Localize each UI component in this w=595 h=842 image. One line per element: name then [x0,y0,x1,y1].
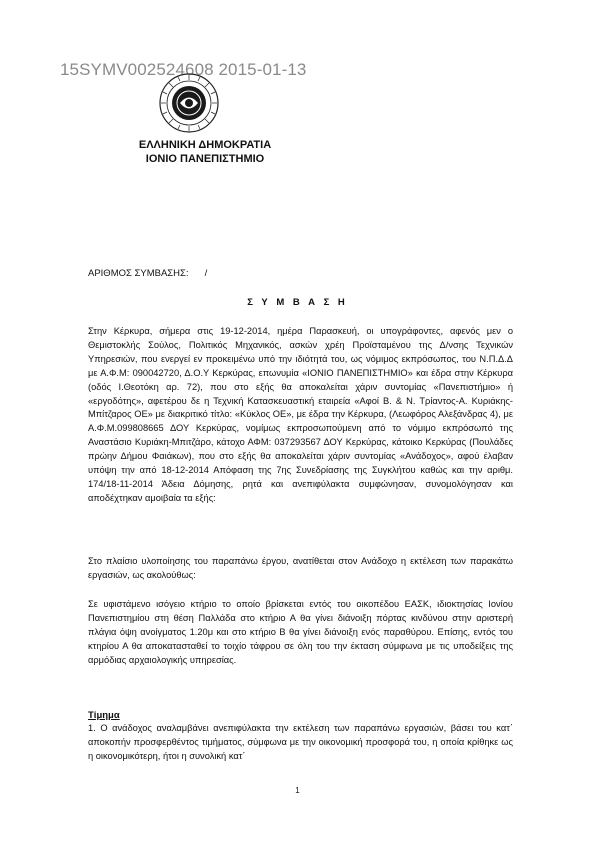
letterhead-country: ΕΛΛΗΝΙΚΗ ΔΗΜΟΚΡΑΤΙΑ [138,139,272,151]
contract-number-value: / [204,268,208,279]
contract-number-label: ΑΡΙΘΜΟΣ ΣΥΜΒΑΣΗΣ: [88,268,189,279]
paragraph-price: 1. Ο ανάδοχος αναλαμβάνει ανεπιφύλακτα την εκτέλεση των παραπάνω εργασιών, βάσει του κατ΄ αποκοπήν προσφερθέντος τιμήματος, σύμφωνα με την οικονομική προσφορά του, η οποία κρίθηκε ως η οικονομικότερη, ήτοι η συνολική κατ΄ [88,723,513,761]
paragraph-works: Σε υφιστάμενο ισόγειο κτήριο το οποίο βρίσκεται εντός του οικοπέδου ΕΑΣΚ, ιδιοκτησίας Ιονίου Πανεπιστημίου στη θέση Παλλάδα στο κτήριο Α θα γίνει διάνοιξη πόρτας κινδύνου στην αριστερή πλάγια όψη ανοίγματος 1.20μ και στο κτήριο Β θα γίνει διάνοιξη ενός παραθύρου. Επίσης, εντός του κτηρίου Α θα αποκατασταθεί το τοιχίο τάφρου σε όλη του την έκταση σύμφωνα με τις υποδείξεις της αρμόδιας αρχαιολογικής υπηρεσίας. [88,599,513,665]
letterhead [120,138,290,166]
price-heading: Τίμημα [88,710,120,721]
page-number: 1 [295,786,300,795]
letterhead-university: ΙΟΝΙΟ ΠΑΝΕΠΙΣΤΗΜΙΟ [145,153,265,165]
document-title: Σ Υ Μ Β Α Σ Η [247,297,348,308]
university-seal-icon [158,72,220,134]
document-id: 15SYMV002524608 2015-01-13 [60,60,307,79]
contract-number [88,268,207,279]
paragraph-intro: Στην Κέρκυρα, σήμερα στις 19-12-2014, ημέρα Παρασκευή, οι υπογράφοντες, αφενός μεν ο Θεμιστοκλής Σούλος, Πολιτικός Μηχανικός, ασκών χρέη Προϊσταμένου της Δ/νσης Τεχνικών Υπηρεσιών, που ενεργεί εν προκειμένω υπό την ιδιότητά του, ως νόμιμος εκπρόσωπος, του Ν.Π.Δ.Δ με Α.Φ.Μ: 090042720, Δ.Ο.Υ Κερκύρας, επωνυμία «ΙΟΝΙΟ ΠΑΝΕΠΙΣΤΗΜΙΟ» και έδρα στην Κέρκυρα (οδός Ι.Θεοτόκη αρ. 72), που στο εξής θα αποκαλείται χάριν συντομίας «Πανεπιστήμιο» ή «εργοδότης», αφετέρου δε η Τεχνική Κατασκευαστική εταιρεία «Αφοί Β. & Ν. Τρίαντος-Α. Κυριάκης- Μπίτζαρος ΟΕ» με διακριτικό τίτλο: «Κύκλος ΟΕ», με έδρα την Κέρκυρα, (Λεωφόρος Αλεξάνδρας 4), με Α.Φ.Μ.099808665 ΔΟΥ Κερκύρας, νομίμως εκπροσωπούμενη από το νόμιμο εκπρόσωπό της Αναστάσιο Κυριάκη-Μπιτζάρο, κάτοχο ΑΦΜ: 037293567 ΔΟΥ Κερκύρας, κάτοικο Κερκύρας (Πουλάδες πρώην Δήμου Φαιάκων), που στο εξής θα αποκαλείται χάριν συντομίας «Ανάδοχος», αφού έλαβαν υπόψη την από 18-12-2014 Απόφαση της 7ης Συνεδρίασης της Συγκλήτου καθώς και την αριθμ. 174/18-11-2014 Άδεια Δόμησης, ρητά και ανεπιφύλακτα συμφώνησαν, συνομολόγησαν και αποδέχτηκαν αμοιβαία τα εξής: [88,326,513,503]
paragraph-scope: Στο πλαίσιο υλοποίησης του παραπάνω έργου, ανατίθεται στον Ανάδοχο η εκτέλεση των παρακάτω εργασιών, ως ακολούθως: [88,556,513,580]
